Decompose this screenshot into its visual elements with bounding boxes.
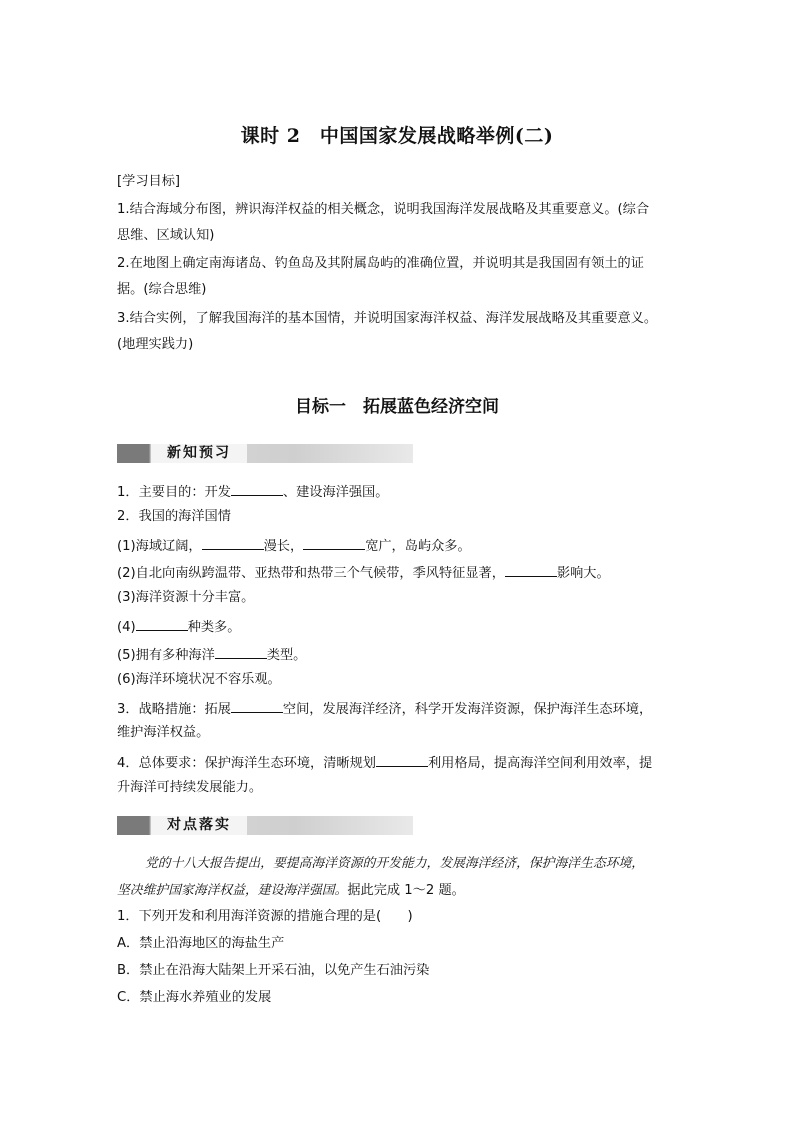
option-c: C．禁止海水养殖业的发展 [117,990,272,1005]
fill-blank [202,535,264,550]
text: 空间，发展海洋经济，科学开发海洋资源，保护海洋生态环境， [282,702,653,717]
text: (1)海域辽阔， [117,539,202,554]
practice-intro-2 [117,882,679,900]
preview-item-2-2 [117,562,679,583]
fill-blank [231,698,283,713]
practice-bar [117,816,413,835]
text: 漫长， [263,539,304,554]
option-b: B．禁止在沿海大陆架上开采石油，以免产生石油污染 [117,963,430,978]
objective-line-2: 思维、区域认知) [117,228,215,243]
text: 种类多。 [187,620,241,635]
fill-blank [376,752,428,767]
text: (2)自北向南纵跨温带、亚热带和热带三个气候带，季风特征显著， [117,566,505,581]
preview-item-2-3: (3)海洋资源十分丰富。 [117,590,255,605]
fill-blank [303,535,365,550]
preview-item-4 [117,752,679,773]
text: (5)拥有多种海洋 [117,648,215,663]
text: 类型。 [266,648,307,663]
practice-bar-label: 对点落实 [151,816,247,835]
text: 据此完成 1～2 题。 [347,883,465,898]
option-a: A．禁止沿海地区的海盐生产 [117,936,285,951]
text: 影响大。 [556,566,610,581]
text: (4) [117,620,136,635]
fill-blank [215,644,267,659]
text: 宽广，岛屿众多。 [365,539,471,554]
section-heading: 目标一 拓展蓝色经济空间 [295,397,499,417]
fill-blank [136,616,188,631]
preview-bar [117,444,413,463]
objective-line-6: (地理实践力) [117,337,194,352]
text: 3．战略措施：拓展 [117,702,231,717]
page-title: 课时 2 中国国家发展战略举例(二) [240,125,554,147]
text: 利用格局，提高海洋空间利用效率，提 [427,756,653,771]
text: 4．总体要求：保护海洋生态环境，清晰规划 [117,756,376,771]
objective-line-3: 2.在地图上确定南海诸岛、钓鱼岛及其附属岛屿的准确位置，并说明其是我国固有领土的证 [117,256,644,271]
objectives-label: [学习目标] [117,174,181,189]
preview-item-3-cont: 维护海洋权益。 [117,725,210,740]
preview-item-2-1 [117,535,679,556]
objective-line-5: 3.结合实例，了解我国海洋的基本国情，并说明国家海洋权益、海洋发展战略及其重要意义。 [117,311,658,326]
preview-item-1 [117,481,679,502]
question-1: 1．下列开发和利用海洋资源的措施合理的是( ) [117,909,413,924]
text: 坚决维护国家海洋权益，建设海洋强国。 [117,883,348,898]
preview-item-2-6: (6)海洋环境状况不容乐观。 [117,672,281,687]
preview-item-2-5 [117,644,679,665]
preview-bar-label: 新知预习 [151,444,247,463]
objective-line-1: 1.结合海域分布图，辨识海洋权益的相关概念，说明我国海洋发展战略及其重要意义。(综合 [117,202,650,217]
fill-blank [505,562,557,577]
text: 1．主要目的：开发 [117,485,231,500]
preview-item-2: 2．我国的海洋国情 [117,509,231,524]
text: 、建设海洋强国。 [282,485,389,500]
preview-item-2-4 [117,616,679,637]
fill-blank [231,481,283,496]
preview-item-4-cont: 升海洋可持续发展能力。 [117,780,263,795]
preview-item-3 [117,698,679,719]
objective-line-4: 据。(综合思维) [117,282,207,297]
practice-intro-1: 党的十八大报告提出，要提高海洋资源的开发能力，发展海洋经济，保护海洋生态环境， [145,856,645,871]
